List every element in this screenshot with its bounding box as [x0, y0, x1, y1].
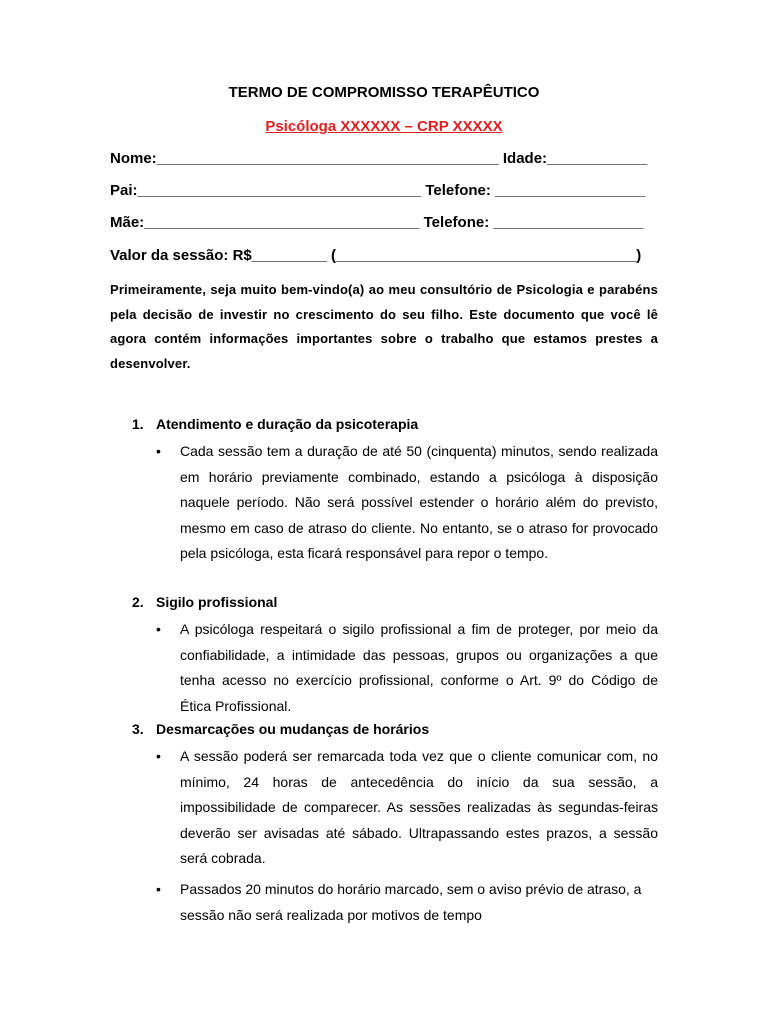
section-number: 3.: [132, 721, 144, 737]
section-heading: [132, 416, 418, 432]
section-title: Desmarcações ou mudanças de horários: [156, 721, 430, 737]
bullet-text: A psicóloga respeitará o sigilo profissional a fim de proteger, por meio da confiabilidade, a intimidade das pessoas, grupos ou organizações a que tenha acesso no exercício profissional, conforme o Art. 9º do Código de Ética Profissional.: [180, 621, 658, 714]
psychologist-subtitle: Psicóloga XXXXXX – CRP XXXXX: [265, 118, 503, 135]
bullet-icon: •: [156, 748, 161, 764]
intro-paragraph: Primeiramente, seja muito bem-vindo(a) ao meu consultório de Psicologia e parabéns pela decisão de investir no crescimento do seu filho. Este documento que você lê agora contém informações importantes sobre o trabalho que estamos prestes a desenvolver.: [110, 282, 658, 371]
mother-phone-field: Mãe:_________________________________ Telefone: __________________: [110, 214, 644, 231]
session-value-field: Valor da sessão: R$_________ (____________________________________): [110, 247, 642, 264]
bullet-text: Cada sessão tem a duração de até 50 (cinquenta) minutos, sendo realizada em horário previamente combinado, estando a psicóloga à disposição naquele período. Não será possível estender o horário além do previsto, mesmo em caso de atraso do cliente. No entanto, se o atraso for provocado pela psicóloga, esta ficará responsável para repor o tempo.: [180, 443, 658, 561]
section-heading: [132, 721, 429, 737]
section-number: 1.: [132, 416, 144, 432]
section-heading: [132, 594, 277, 610]
document-title: TERMO DE COMPROMISSO TERAPÊUTICO: [228, 84, 540, 101]
name-age-field: Nome:_________________________________________ Idade:____________: [110, 150, 648, 167]
bullet-text: Passados 20 minutos do horário marcado, sem o aviso prévio de atraso, a sessão não será realizada por motivos de tempo: [180, 881, 642, 923]
section-title: Atendimento e duração da psicoterapia: [156, 416, 419, 432]
section-title: Sigilo profissional: [156, 594, 278, 610]
bullet-icon: •: [156, 443, 161, 459]
bullet-icon: •: [156, 621, 161, 637]
bullet-text: A sessão poderá ser remarcada toda vez que o cliente comunicar com, no mínimo, 24 horas de antecedência do início da sua sessão, a impossibilidade de comparecer. As sessões realizadas às segundas-feiras deverão ser avisadas até sábado. Ultrapassando estes prazos, a sessão será cobrada.: [180, 748, 658, 866]
father-phone-field: Pai:__________________________________ Telefone: __________________: [110, 182, 646, 199]
bullet-icon: •: [156, 881, 161, 897]
section-number: 2.: [132, 594, 144, 610]
